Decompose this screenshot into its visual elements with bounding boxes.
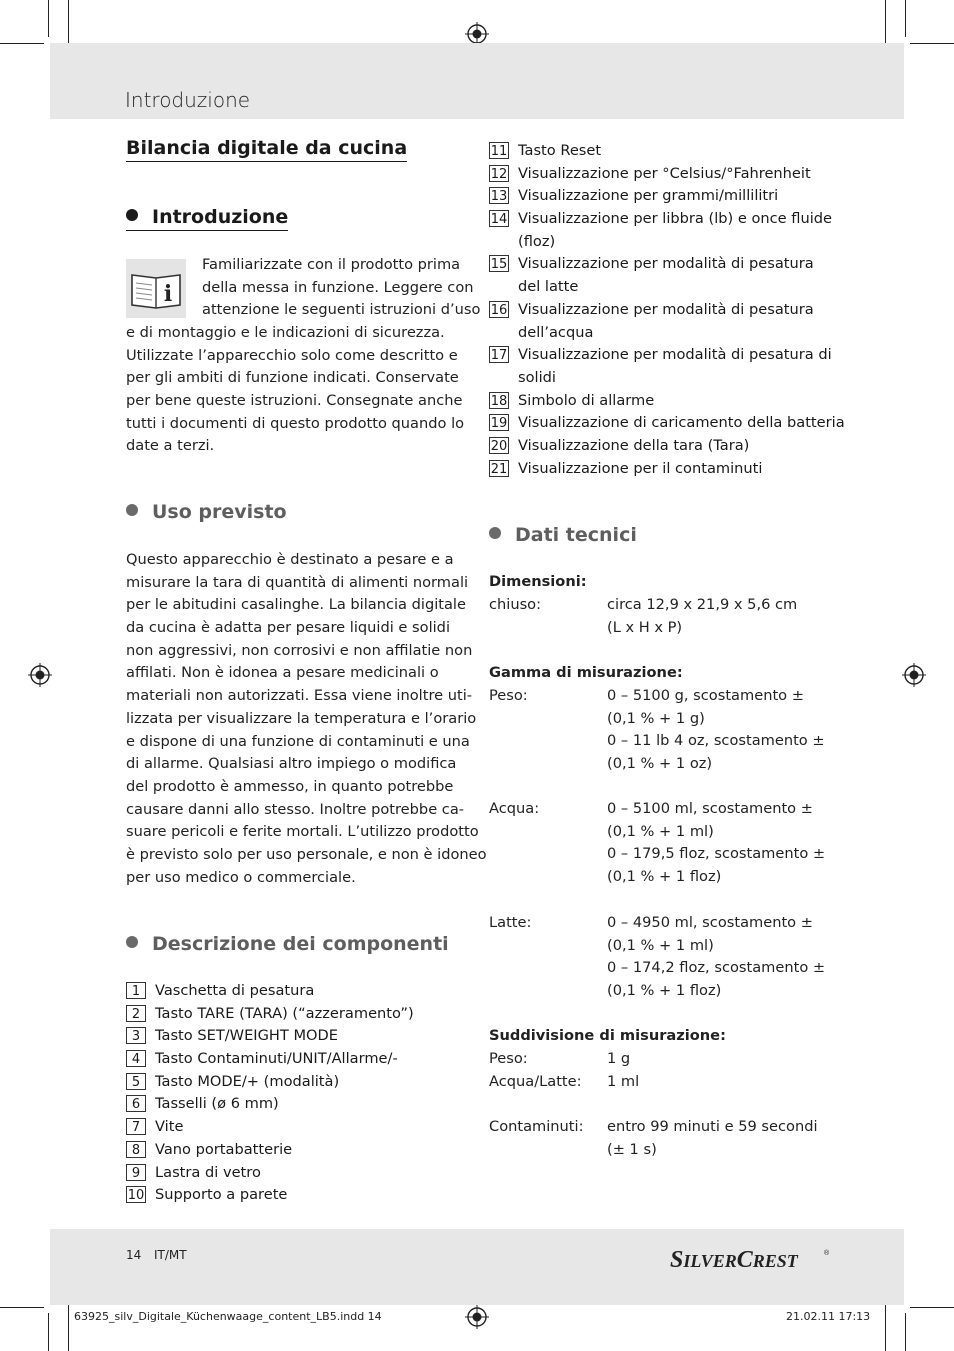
dimensioni-label: Dimensioni: [489,573,587,590]
chiuso-value [607,594,797,639]
peso-value [607,685,825,776]
suddivisione-label: Suddivisione di misurazione: [489,1027,726,1044]
text-line: di allarme. Qualsiasi altro impiego o modifica [126,755,457,773]
component-number: 14 [490,212,508,228]
text-line: per uso medico o commerciale. [126,868,356,886]
crop-mark [48,0,49,37]
component-label: Visualizzazione per il contaminuti [518,459,763,477]
registration-mark-icon [28,663,52,687]
text-line: per gli ambiti di funzione indicati. Conservate [126,369,459,387]
component-label: Vaschetta di pesatura [155,982,315,999]
text-line: causare danni allo stesso. Inoltre potrebbe ca- [126,800,465,818]
spec-line: circa 12,9 x 21,9 x 5,6 cm [607,596,798,613]
section-heading-dati-tecnici: Dati tecnici [489,524,637,546]
bullet-icon [126,209,138,221]
bullet-icon [489,527,501,539]
component-number: 18 [490,393,508,409]
component-number: 12 [490,166,508,182]
component-label: Visualizzazione per libbra (lb) e once fluide [518,210,833,228]
crop-mark [910,1307,954,1308]
crop-mark [68,0,69,47]
chiuso-label: chiuso: [489,596,542,613]
crop-mark [68,1303,69,1351]
component-label: Visualizzazione per modalità di pesatura [518,300,814,318]
component-label: Tasto SET/WEIGHT MODE [155,1027,338,1045]
text-line: da cucina è adatta per pesare liquidi e solidi [126,619,450,637]
text-line: Familiarizzate con il prodotto prima [202,256,461,273]
spec-line: (0,1 % + 1 oz) [607,755,713,773]
text-line: della messa in funzione. Leggere con [202,278,474,296]
uso-paragraph [126,549,487,889]
crop-mark [0,43,44,44]
component-label: Visualizzazione della tara (Tara) [518,436,750,454]
component-label: Simbolo di allarme [518,391,655,409]
text-line: non aggressivi, non corrosivi e non affilatie non [126,641,473,659]
spec-line: (± 1 s) [607,1140,657,1158]
crop-mark [885,1303,886,1351]
latte-value [607,912,825,1003]
intro-paragraph-wrap [202,254,480,322]
intro-paragraph [126,322,464,458]
page-header-title: Introduzione [125,88,251,112]
text-line: Questo apparecchio è destinato a pesare e a [126,551,454,568]
spec-line: entro 99 minuti e 59 secondi [607,1118,818,1135]
component-number: 15 [490,257,508,273]
latte-label: Latte: [489,914,532,931]
component-number: 2 [126,1005,146,1022]
component-number: 3 [126,1027,146,1044]
component-number: 13 [490,189,508,205]
component-label: Supporto a parete [155,1186,288,1204]
component-label: Tasselli (ø 6 mm) [155,1095,279,1113]
component-number: 6 [126,1095,146,1112]
sud-peso-label: Peso: [489,1050,528,1067]
section-heading-uso-previsto: Uso previsto [126,501,287,523]
text-line: materiali non autorizzati. Essa viene inoltre uti- [126,687,473,705]
component-label: solidi [518,368,556,386]
text-line: per bene queste istruzioni. Consegnate anche [126,392,463,410]
main-title: Bilancia digitale da cucina [126,137,407,162]
registration-mark-icon [465,1305,489,1329]
gamma-label: Gamma di misurazione: [489,664,683,681]
indd-file-name: 63925_silv_Digitale_Küchenwaage_content_LB5.indd 14 [74,1310,382,1323]
svg-text:SILVERCREST: SILVERCREST [670,1247,798,1273]
bullet-icon [126,936,138,948]
text-line: Utilizzate l’apparecchio solo come descritto e [126,346,458,364]
component-number: 16 [490,302,508,318]
component-label: Visualizzazione per °Celsius/°Fahrenheit [518,164,811,182]
component-label: Tasto Reset [518,142,602,159]
info-book-icon [126,259,186,318]
spec-line: (0,1 % + 1 ml) [607,936,714,954]
text-line: per le abitudini casalinghe. La bilancia digitale [126,596,466,614]
component-label: Vite [155,1118,184,1136]
spec-line: 0 – 174,2 floz, scostamento ± [607,959,826,977]
text-line: e di montaggio e le indicazioni di sicurezza. [126,324,445,341]
peso-label: Peso: [489,687,528,704]
text-line: affilati. Non è idonea a pesare medicinali o [126,664,439,682]
sud-acqua-value: 1 ml [607,1073,640,1090]
crop-mark [885,0,886,47]
text-line: misurare la tara di quantità di alimenti normali [126,573,469,591]
svg-text:i: i [163,281,173,307]
spec-line: (0,1 % + 1 floz) [607,868,722,886]
registration-mark-icon [902,663,926,687]
spec-line: 0 – 5100 ml, scostamento ± [607,800,813,817]
text-line: tutti i documenti di questo prodotto quando lo [126,414,465,432]
svg-text:®: ® [824,1250,830,1257]
crop-mark [905,1313,906,1351]
spec-line: (0,1 % + 1 g) [607,709,705,727]
component-label: Visualizzazione di caricamento della batteria [518,414,845,432]
contaminuti-label: Contaminuti: [489,1118,584,1135]
sud-peso-value: 1 g [607,1050,631,1067]
component-label: Visualizzazione per modalità di pesatura di [518,346,832,364]
text-line: e dispone di una funzione di contaminuti e una [126,732,470,750]
page-number: 14 [126,1248,142,1262]
text-line: attenzione le seguenti istruzioni d’uso [202,301,481,319]
contaminuti-value [607,1116,818,1161]
component-number: 21 [490,461,508,477]
component-number: 5 [126,1073,146,1090]
text-line: date a terzi. [126,437,215,455]
crop-mark [0,1307,44,1308]
bullet-icon [126,504,138,516]
component-label: Visualizzazione per modalità di pesatura [518,255,814,273]
acqua-value [607,798,825,889]
language-code: IT/MT [154,1248,187,1262]
component-number: 20 [490,438,508,454]
component-label: Tasto Contaminuti/UNIT/Allarme/- [155,1050,398,1068]
component-number: 19 [490,416,508,432]
sud-acqua-label: Acqua/Latte: [489,1073,582,1090]
component-number: 8 [126,1141,146,1158]
component-label: (floz) [518,232,556,250]
component-label: dell’acqua [518,323,594,341]
crop-mark [910,43,954,44]
silvercrest-logo [670,1245,832,1273]
spec-line: 0 – 11 lb 4 oz, scostamento ± [607,732,825,750]
spec-line: (0,1 % + 1 ml) [607,822,714,840]
spec-line: (L x H x P) [607,618,683,636]
spec-line: (0,1 % + 1 floz) [607,982,722,1000]
spec-line: 0 – 179,5 floz, scostamento ± [607,845,826,863]
component-label: Visualizzazione per grammi/millilitri [518,187,779,205]
text-line: del prodotto è ammesso, in quanto potrebbe [126,777,454,795]
text-line: suare pericoli e ferite mortali. L’utilizzo prodotto [126,823,479,841]
text-line: è previsto solo per uso personale, e non è idoneo [126,845,487,863]
crop-mark [48,1313,49,1351]
component-number: 10 [127,1188,145,1204]
component-label: Vano portabatterie [155,1140,293,1158]
section-heading-componenti: Descrizione dei componenti [126,933,449,955]
component-label: Tasto TARE (TARA) (“azzeramento”) [155,1004,414,1022]
acqua-label: Acqua: [489,800,540,817]
component-number: 4 [126,1050,146,1067]
component-number: 9 [126,1164,146,1181]
spec-line: 0 – 5100 g, scostamento ± [607,687,804,704]
component-label: del latte [518,278,579,296]
component-label: Tasto MODE/+ (modalità) [155,1072,340,1090]
section-heading-introduzione: Introduzione [126,206,288,231]
component-number: 17 [490,348,508,364]
crop-mark [905,0,906,37]
component-number: 11 [490,144,508,159]
text-line: lizzata per visualizzare la temperatura e l’orario [126,709,477,727]
component-label: Lastra di vetro [155,1163,261,1181]
spec-line: 0 – 4950 ml, scostamento ± [607,914,813,931]
print-timestamp: 21.02.11 17:13 [786,1310,871,1323]
component-number: 1 [126,982,146,999]
component-number: 7 [126,1118,146,1135]
